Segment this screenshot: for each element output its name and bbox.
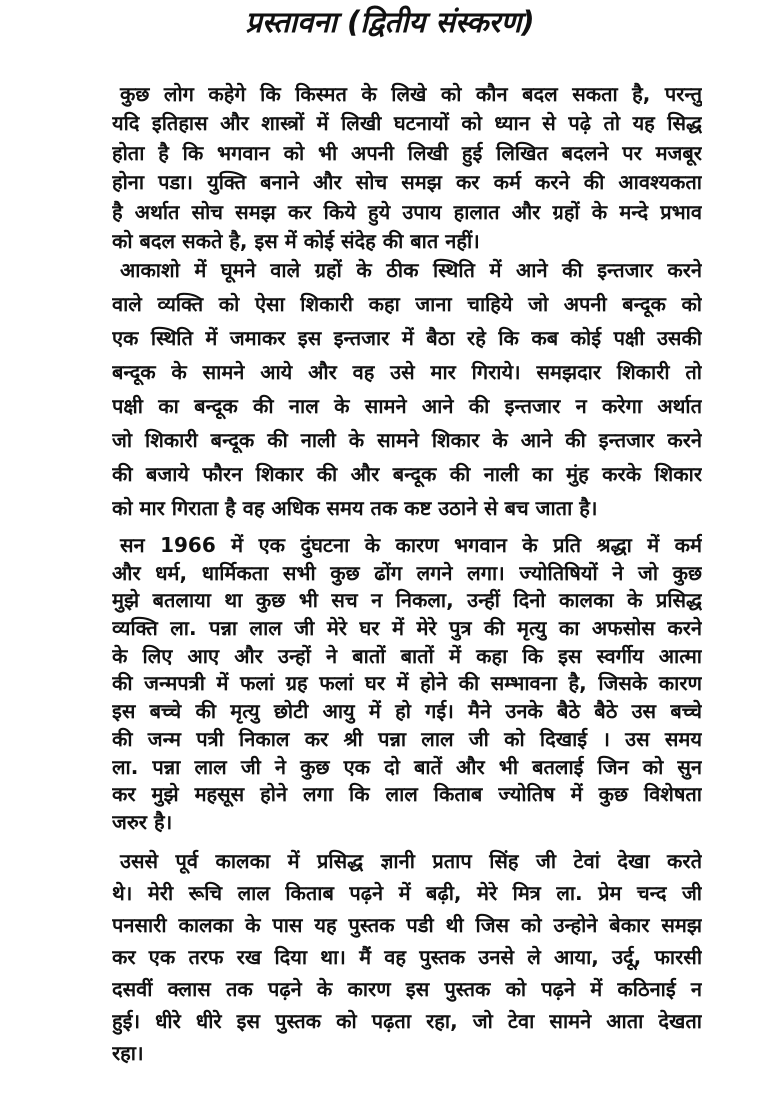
paragraph-4 [112,845,702,1069]
page-title: प्रस्तावना (द्वितीय संस्करण) [245,5,535,39]
text-line: थे। मेरी रूचि लाल किताब पढ़ने में बढ़ी, मेरे मित्र ला. प्रेम चन्द जी [112,881,702,905]
text-line: हुई। धीरे धीरे इस पुस्तक को पढ़ता रहा, जो टेवा सामने आता देखता [112,1009,702,1033]
paragraph-2 [112,253,702,525]
text-line: के लिए आए और उन्हों ने बातों बातों में कहा कि इस स्वर्गीय आत्मा [112,643,702,668]
text-line: को मार गिराता है वह अधिक समय तक कष्ट उठाने से बच जाता है। [112,496,598,520]
text-line: होता है कि भगवान को भी अपनी लिखी हुई लिखित बदलने पर मजबूर [112,140,702,165]
text-line: को बदल सकते है, इस में कोई संदेह की बात नहीं। [112,228,480,253]
paragraph-3 [112,532,702,837]
text-line: मुझे बतलाया था कुछ भी सच न निकला, उन्हीं दिनो कालका के प्रसिद्ध [112,588,702,613]
text-line: सन 1966 में एक दुंघटना के कारण भगवान के प्रति श्रद्धा में कर्म [120,533,702,557]
text-line: एक स्थिति में जमाकर इस इन्तजार में बैठा रहे कि कब कोई पक्षी उसकी [112,326,702,350]
text-line: की जन्म पत्री निकाल कर श्री पन्ना लाल जी को दिखाई । उस समय [112,726,702,751]
text-line: पनसारी कालका के पास यह पुस्तक पडी थी जिस को उन्होने बेकार समझ [112,913,702,937]
text-line: उससे पूर्व कालका में प्रसिद्ध ज्ञानी प्रताप सिंह जी टेवां देखा करते [120,849,702,873]
text-line: कर मुझे महसूस होने लगा कि लाल किताब ज्योतिष में कुछ विशेषता [112,782,702,807]
text-line: पक्षी का बन्दूक की नाल के सामने आने की इन्तजार न करेगा अर्थात [112,394,702,418]
text-line: दसवीं क्लास तक पढ़ने के कारण इस पुस्तक को पढ़ने में कठिनाई न [112,977,702,1001]
paragraph-1 [112,80,702,256]
text-line: आकाशो में घूमने वाले ग्रहों के ठीक स्थिति में आने की इन्तजार करने [120,258,702,282]
text-line: कुछ लोग कहेगे कि किस्मत के लिखे को कौन बदल सकता है, परन्तु [120,82,702,106]
text-line: होना पडा। युक्ति बनाने और सोच समझ कर कर्म करने की आवश्यकता [112,170,702,195]
text-line: इस बच्चे की मृत्यु छोटी आयु में हो गई। मैने उनके बैठे बैठे उस बच्चे [112,699,702,724]
text-line: वाले व्यक्ति को ऐसा शिकारी कहा जाना चाहिये जो अपनी बन्दूक को [112,292,702,316]
text-line: की बजाये फौरन शिकार की और बन्दूक की नाली का मुंह करके शिकार [112,462,702,486]
text-line: रहा। [112,1041,144,1065]
text-line: जो शिकारी बन्दूक की नाली के सामने शिकार के आने की इन्तजार करने [112,428,702,452]
text-line: जरुर है। [112,809,173,834]
text-line: और धर्म, धार्मिकता सभी कुछ ढोंग लगने लगा। ज्योतिषियों ने जो कुछ [112,560,702,585]
text-line: की जन्मपत्री में फलां ग्रह फलां घर में होने की सम्भावना है, जिसके कारण [112,671,702,696]
text-line: है अर्थात सोच समझ कर किये हुये उपाय हालात और ग्रहों के मन्दे प्रभाव [112,199,702,224]
text-line: यदि इतिहास और शास्त्रों में लिखी घटनायों को ध्यान से पढ़े तो यह सिद्ध [112,111,702,136]
text-line: ला. पन्ना लाल जी ने कुछ एक दो बातें और भी बतलाई जिन को सुन [112,754,702,779]
text-line: व्यक्ति ला. पन्ना लाल जी मेरे घर में मेरे पुत्र की मृत्यु का अफसोस करने [112,616,702,641]
text-line: कर एक तरफ रख दिया था। मैं वह पुस्तक उनसे ले आया, उर्दू, फारसी [112,945,702,969]
text-line: बन्दूक के सामने आये और वह उसे मार गिराये। समझदार शिकारी तो [112,360,702,384]
